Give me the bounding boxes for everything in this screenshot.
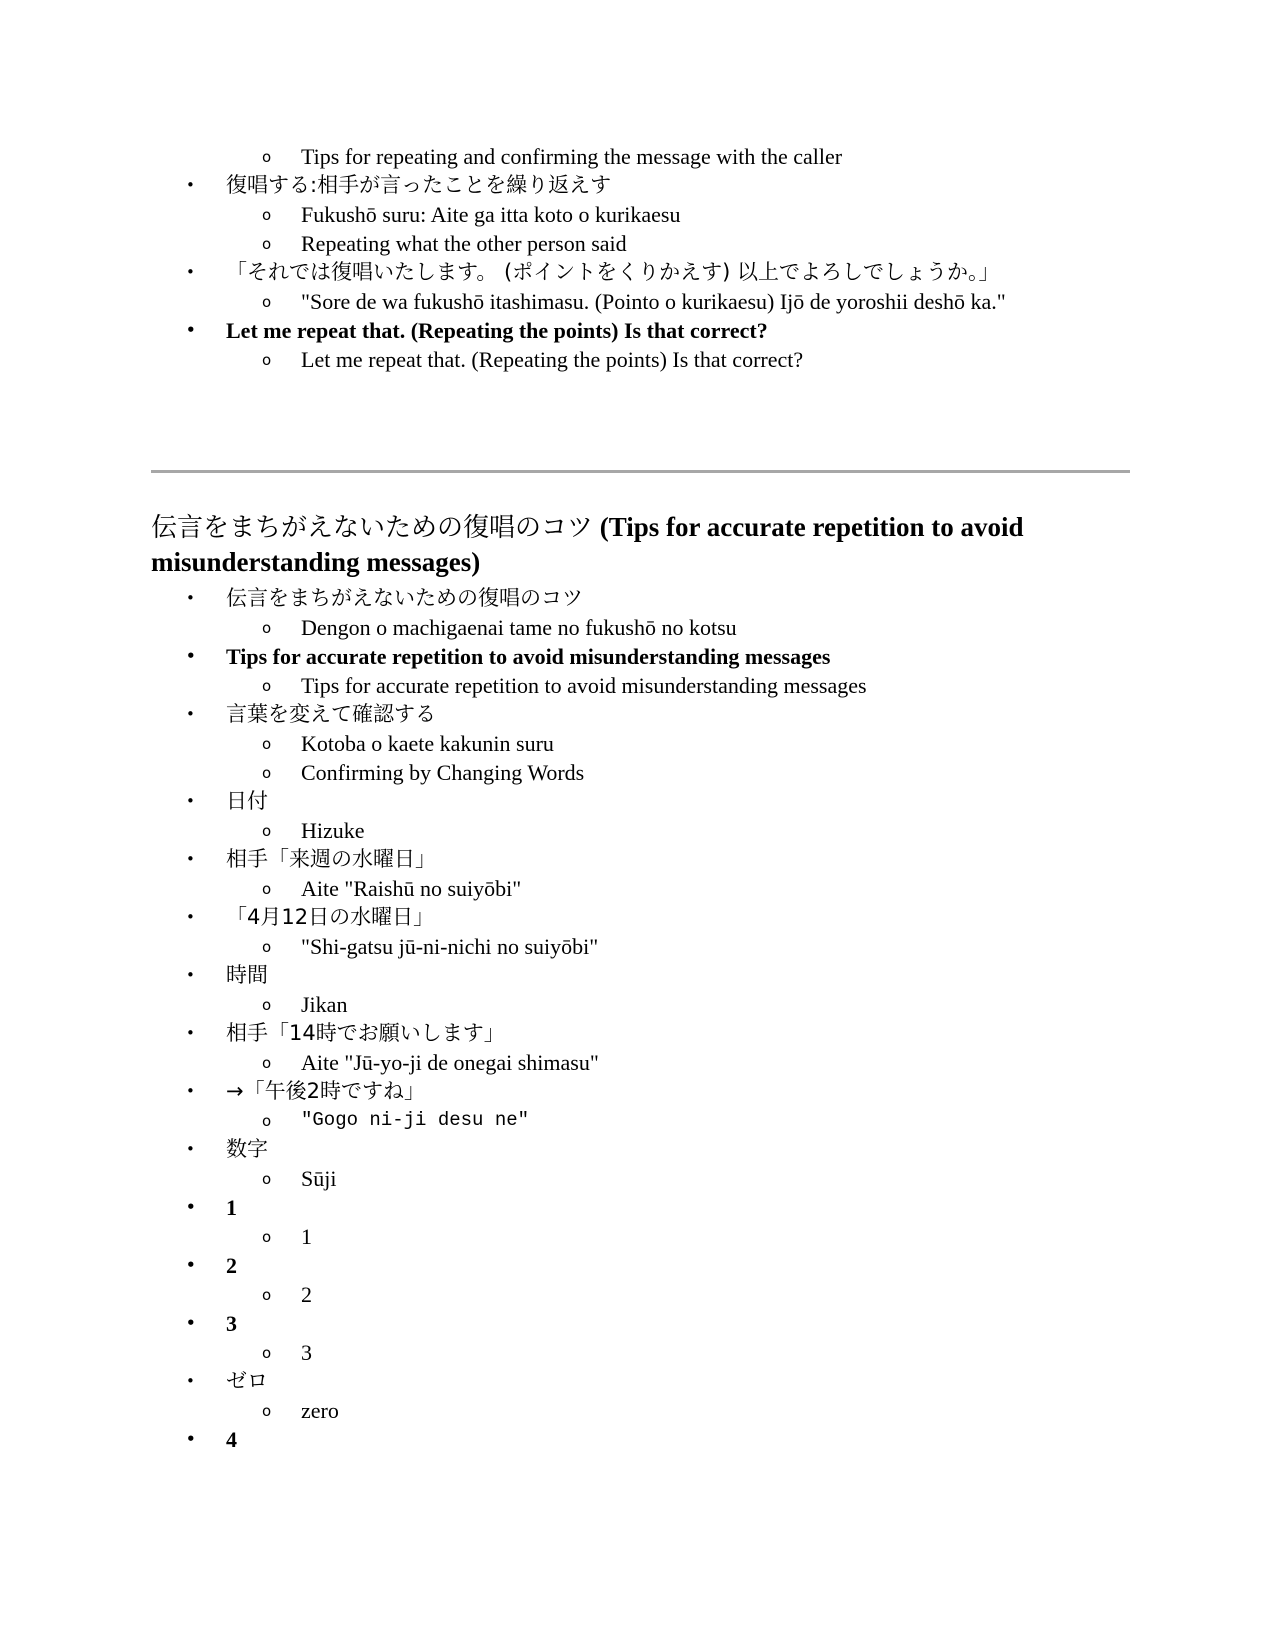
sub-bullet: o [262, 619, 272, 637]
sub-bullet: o [262, 996, 272, 1014]
list-item [0, 287, 1275, 316]
list-item [0, 1338, 1275, 1367]
list-item [0, 1164, 1275, 1193]
list-item [0, 1222, 1275, 1251]
bullet: • [186, 1198, 196, 1216]
list-item-text: 時間 [226, 963, 268, 987]
list-item-text: Confirming by Changing Words [301, 760, 585, 785]
list-item-text: 「それでは復唱いたします。 (ポイントをくりかえす) 以上でよろしでしょうか。」 [226, 260, 1000, 284]
sub-bullet: o [262, 293, 272, 311]
horizontal-rule [151, 470, 1130, 473]
list-item-text: 2 [301, 1282, 312, 1307]
list-item-text: Aite "Jū-yo-ji de onegai shimasu" [301, 1050, 599, 1075]
bullet: • [186, 1430, 196, 1448]
top-list [0, 142, 1275, 374]
list-item-text: Repeating what the other person said [301, 231, 627, 256]
bullet: • [186, 966, 195, 984]
sub-bullet: o [262, 1286, 272, 1304]
sub-bullet: o [262, 1402, 272, 1420]
list-item [0, 787, 1275, 816]
sub-bullet: o [262, 206, 272, 224]
bullet: • [186, 908, 195, 926]
list-item [0, 1077, 1275, 1106]
list-item-text: 3 [226, 1311, 237, 1336]
list-item-text: 数字 [226, 1137, 268, 1161]
bottom-list [0, 584, 1275, 1454]
bullet: • [186, 1140, 195, 1158]
list-item-text: 2 [226, 1253, 237, 1278]
bullet: • [186, 263, 195, 281]
list-item [0, 613, 1275, 642]
list-item [0, 142, 1275, 171]
sub-bullet: o [262, 822, 272, 840]
list-item-text: Kotoba o kaete kakunin suru [301, 731, 554, 756]
bullet: • [186, 589, 195, 607]
bullet: • [186, 176, 195, 194]
bullet: • [186, 1372, 195, 1390]
sub-bullet: o [262, 1112, 272, 1130]
list-item [0, 1106, 1275, 1135]
list-item-text: Tips for repeating and confirming the message with the caller [301, 144, 843, 169]
list-item-text: 「4月12日の水曜日」 [226, 905, 435, 929]
list-item-text: Sūji [301, 1166, 337, 1191]
list-item [0, 229, 1275, 258]
list-item-text: 伝言をまちがえないための復唱のコツ [226, 586, 583, 610]
sub-bullet: o [262, 351, 272, 369]
bullet: • [186, 1082, 195, 1100]
list-item [0, 1019, 1275, 1048]
list-item-text: Tips for accurate repetition to avoid misunderstanding messages [226, 644, 831, 669]
list-item [0, 845, 1275, 874]
list-item [0, 316, 1275, 345]
list-item-text: Let me repeat that. (Repeating the points) Is that correct? [301, 347, 804, 372]
bullet: • [186, 1314, 196, 1332]
list-item [0, 729, 1275, 758]
list-item-text: Hizuke [301, 818, 365, 843]
bullet: • [186, 321, 196, 339]
sub-bullet: o [262, 1170, 272, 1188]
list-item [0, 642, 1275, 671]
sub-bullet: o [262, 880, 272, 898]
list-item-text: →「午後2時ですね」 [226, 1079, 425, 1103]
list-item-text: ゼロ [226, 1369, 268, 1393]
list-item-text: "Shi-gatsu jū-ni-nichi no suiyōbi" [301, 934, 599, 959]
bullet: • [186, 1256, 196, 1274]
list-item-text: Aite "Raishū no suiyōbi" [301, 876, 522, 901]
heading-english: (Tips for accurate repetition to avoid misunderstanding messages) [151, 512, 1024, 577]
list-item [0, 1193, 1275, 1222]
list-item-text: Dengon o machigaenai tame no fukushō no kotsu [301, 615, 737, 640]
heading-japanese: 伝言をまちがえないための復唱のコツ [151, 513, 594, 543]
list-item [0, 671, 1275, 700]
list-item [0, 584, 1275, 613]
list-item [0, 258, 1116, 287]
section-heading [151, 510, 1091, 579]
sub-bullet: o [262, 1054, 272, 1072]
list-item [0, 700, 1275, 729]
list-item-text: Tips for accurate repetition to avoid misunderstanding messages [301, 673, 867, 698]
list-item [0, 990, 1275, 1019]
list-item [0, 1367, 1275, 1396]
sub-bullet: o [262, 938, 272, 956]
sub-bullet: o [262, 764, 272, 782]
list-item-text: zero [301, 1398, 339, 1423]
list-item-text: 4 [226, 1427, 237, 1452]
sub-bullet: o [262, 1228, 272, 1246]
bullet: • [186, 647, 196, 665]
list-item-text: Jikan [301, 992, 348, 1017]
list-item [0, 932, 1275, 961]
list-item-text: Fukushō suru: Aite ga itta koto o kurikaesu [301, 202, 681, 227]
list-item [0, 903, 1275, 932]
bullet: • [186, 792, 195, 810]
list-item [0, 961, 1275, 990]
list-item [0, 1280, 1275, 1309]
list-item-text: 相手「来週の水曜日」 [226, 847, 436, 871]
list-item [0, 874, 1275, 903]
list-item-text: "Gogo ni-ji desu ne" [301, 1109, 530, 1131]
list-item [0, 1251, 1275, 1280]
bullet: • [186, 705, 195, 723]
sub-bullet: o [262, 148, 272, 166]
sub-bullet: o [262, 1344, 272, 1362]
list-item-text: 1 [226, 1195, 237, 1220]
list-item-text: "Sore de wa fukushō itashimasu. (Pointo o kurikaesu) Ijō de yoroshii deshō ka." [301, 289, 1006, 314]
list-item-text: 言葉を変えて確認する [226, 702, 436, 726]
sub-bullet: o [262, 677, 272, 695]
list-item [0, 758, 1275, 787]
list-item-text: 日付 [226, 789, 268, 813]
list-item [0, 200, 1275, 229]
bullet: • [186, 850, 195, 868]
list-item [0, 1309, 1275, 1338]
list-item [0, 1048, 1275, 1077]
list-item-text: 相手「14時でお願いします」 [226, 1021, 505, 1045]
list-item [0, 171, 1275, 200]
sub-bullet: o [262, 235, 272, 253]
list-item [0, 1135, 1275, 1164]
list-item [0, 816, 1275, 845]
list-item-text: Let me repeat that. (Repeating the points) Is that correct? [226, 318, 768, 343]
bullet: • [186, 1024, 195, 1042]
list-item [0, 1396, 1275, 1425]
list-item-text: 復唱する:相手が言ったことを繰り返えす [226, 173, 612, 197]
sub-bullet: o [262, 735, 272, 753]
list-item [0, 345, 1275, 374]
list-item [0, 1425, 1275, 1454]
list-item-text: 1 [301, 1224, 312, 1249]
list-item-text: 3 [301, 1340, 312, 1365]
